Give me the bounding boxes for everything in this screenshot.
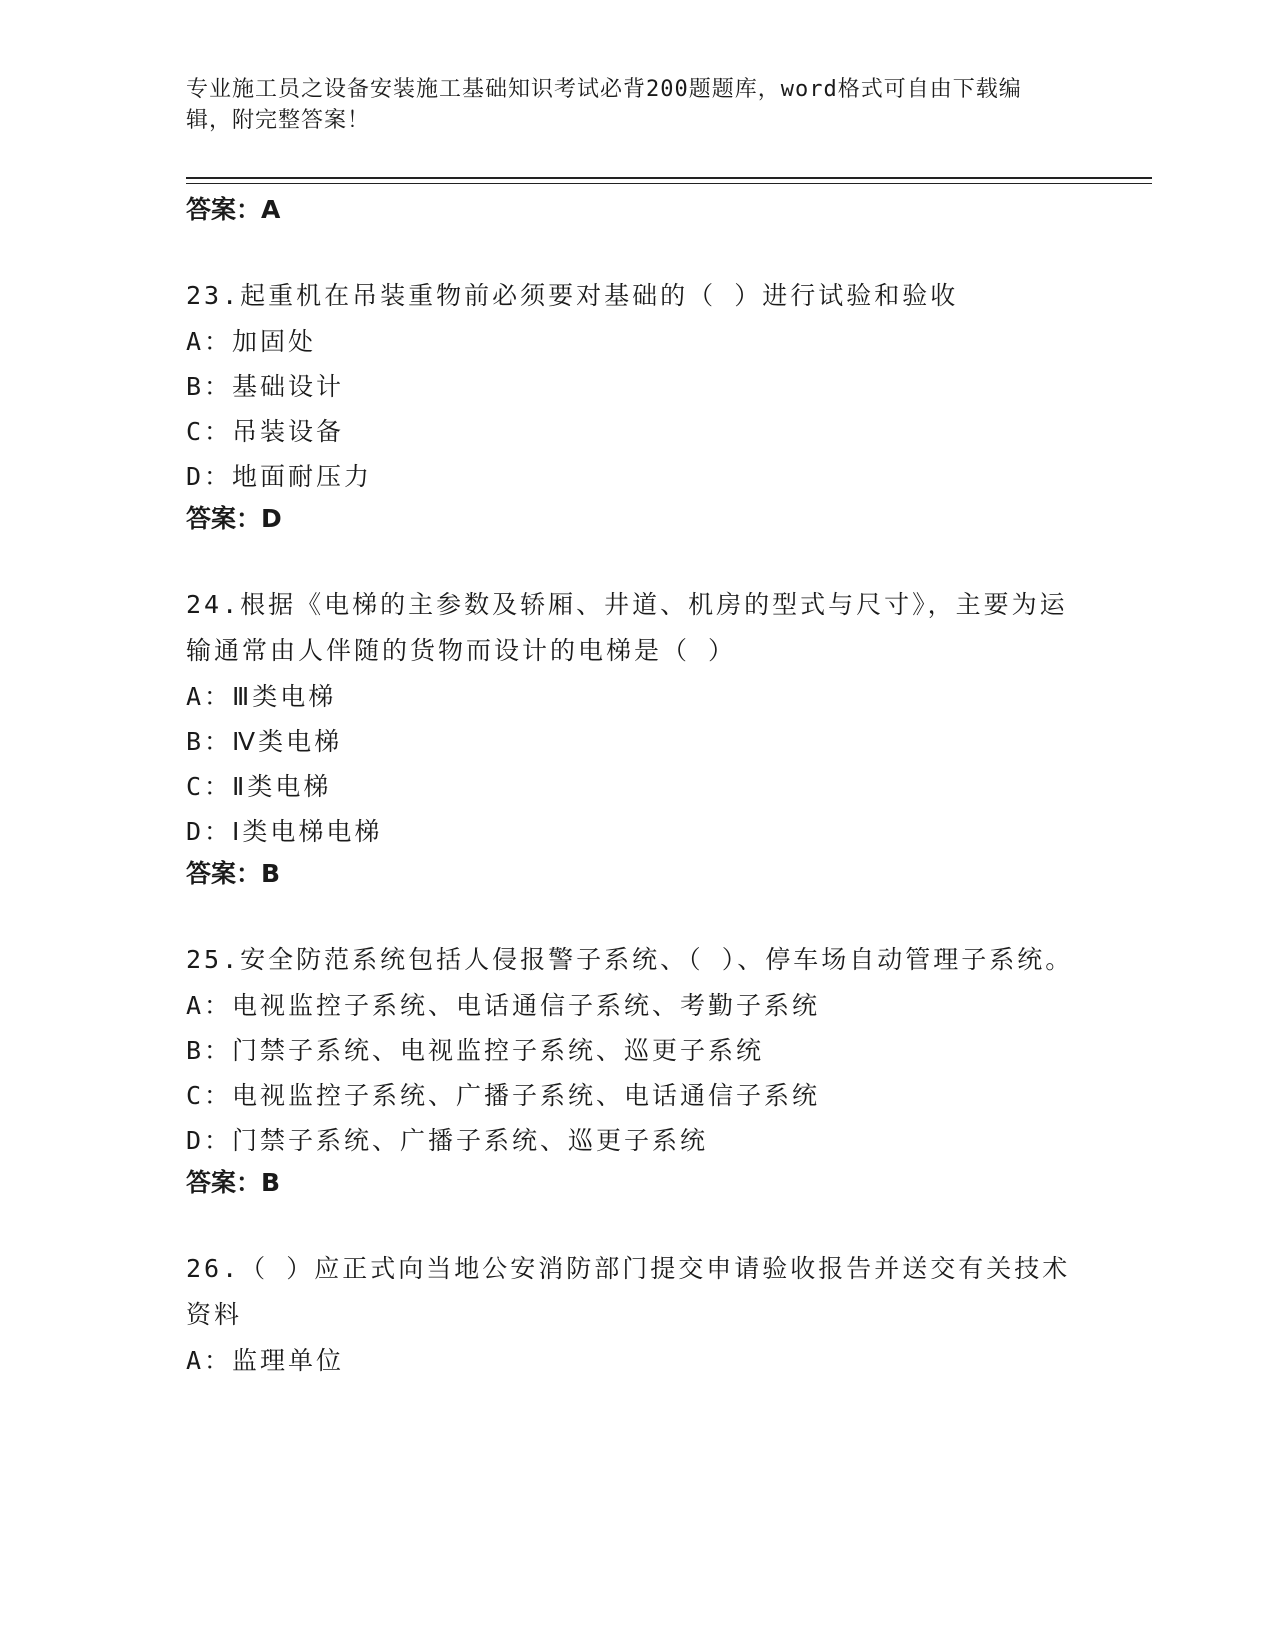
header-divider: [186, 177, 1152, 184]
option-c: C：Ⅱ类电梯: [186, 772, 332, 801]
question-23: [186, 273, 1076, 539]
answer-line: 答案：B: [186, 1168, 281, 1197]
option-b: B：Ⅳ类电梯: [186, 727, 343, 756]
question-text: 24.根据《电梯的主参数及轿厢、井道、机房的型式与尺寸》，主要为运输通常由人伴随的货物而设计的电梯是（ ）: [186, 590, 1068, 665]
option-a: A：监理单位: [186, 1346, 345, 1375]
document-body: [186, 190, 1076, 1383]
question-text: 23.起重机在吊装重物前必须要对基础的（ ）进行试验和验收: [186, 281, 959, 310]
document-header: 专业施工员之设备安装施工基础知识考试必背200题题库，word格式可自由下载编辑，附完整答案！: [186, 77, 1022, 133]
option-a: A：加固处: [186, 327, 317, 356]
question-text: 25.安全防范系统包括人侵报警子系统、（ ）、停车场自动管理子系统。: [186, 945, 1074, 974]
option-b: B：基础设计: [186, 372, 345, 401]
option-b: B：门禁子系统、电视监控子系统、巡更子系统: [186, 1036, 765, 1065]
option-a: A：Ⅲ类电梯: [186, 682, 337, 711]
answer-line: 答案：A: [186, 195, 281, 224]
option-a: A：电视监控子系统、电话通信子系统、考勤子系统: [186, 991, 821, 1020]
question-24: [186, 582, 1076, 894]
option-c: C：电视监控子系统、广播子系统、电话通信子系统: [186, 1081, 821, 1110]
answer-line: 答案：B: [186, 859, 281, 888]
answer-line: 答案：D: [186, 504, 282, 533]
option-c: C：吊装设备: [186, 417, 345, 446]
question-text: 26.（ ）应正式向当地公安消防部门提交申请验收报告并送交有关技术资料: [186, 1254, 1071, 1329]
option-d: D：Ⅰ类电梯电梯: [186, 817, 383, 846]
option-d: D：门禁子系统、广播子系统、巡更子系统: [186, 1126, 709, 1155]
question-26: [186, 1246, 1076, 1383]
option-d: D：地面耐压力: [186, 462, 373, 491]
question-25: [186, 937, 1076, 1203]
